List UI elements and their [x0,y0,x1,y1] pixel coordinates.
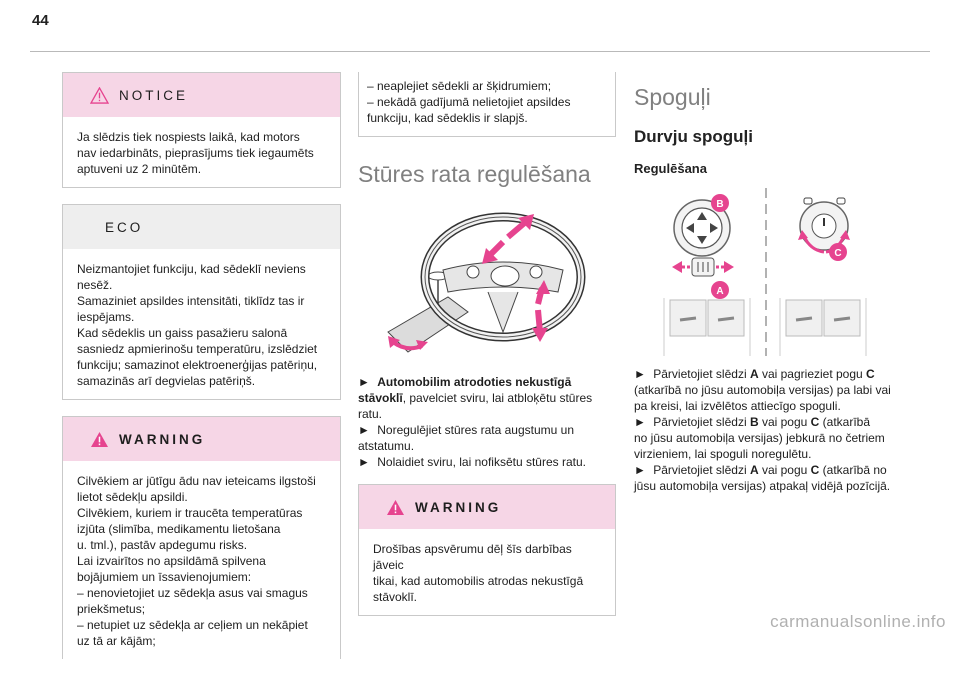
label-c: C [834,248,842,259]
warning-header-1 [63,417,340,461]
notice-body [63,117,340,187]
warning-body-2 [359,529,615,615]
notice-box [62,72,341,188]
mirror-steps [634,366,900,494]
warning-line: – nenovietojiet uz sēdekļa asus vai smagus [77,586,308,600]
eco-box [62,204,341,400]
steering-step-1-bold: Automobilim atrodoties nekustīgā [377,375,572,389]
mirror-step-line: jūsu automobiļa versijas) atpakaļ vidējā pozīcijā. [634,479,891,493]
bullet-icon: ► [358,375,370,389]
warning-title-1: WARNING [119,431,206,447]
bullet-icon: ► [634,415,646,429]
steering-wheel-illustration [358,202,608,358]
mirror-step-text: vai pagrieziet pogu [758,367,867,381]
notice-line: aptuveni uz 2 minūtēm. [77,162,202,176]
continued-line: – neaplejiet sēdekli ar šķidrumiem; [367,79,552,93]
notice-title: NOTICE [119,87,189,103]
steering-step-2-line2: atstatumu. [358,439,415,453]
bullet-icon: ► [634,367,646,381]
warning-triangle-icon [386,499,405,516]
footer [0,612,960,632]
mirror-step-2 [634,414,900,430]
steering-steps [358,374,616,470]
mirror-step-1 [634,366,900,382]
continued-box [358,72,616,137]
mirror-step-key: B [749,415,759,429]
warning-line: bojājumiem un īssavienojumiem: [77,570,252,584]
continued-line: – nekādā gadījumā nelietojiet apsildes [367,95,571,109]
warning-line: uz tā ar kājām; [77,634,156,648]
eco-header [63,205,340,249]
steering-step-1-cont [358,390,616,406]
eco-title: ECO [105,219,144,235]
header-rule [30,51,930,52]
label-a: A [716,286,724,297]
steering-step-3 [358,454,616,470]
column-right [634,84,900,494]
continued-body [359,72,615,136]
mirror-step-text: Pārvietojiet slēdzi [653,367,750,381]
warning-line: tikai, kad automobilis atrodas nekustīgā [373,574,584,588]
mirror-step-3 [634,462,900,478]
mirror-step-text: (atkarībā [819,415,871,429]
mirror-step-text: Pārvietojiet slēdzi [653,463,750,477]
warning-line: u. tml.), pastāv apdegumu risks. [77,538,248,552]
mirror-step-key: C [810,463,820,477]
mirror-step-text: (atkarībā no [819,463,887,477]
label-b: B [716,199,724,210]
notice-line: nav iedarbināts, pieprasījums tiek iegaumēts [77,146,314,160]
steering-step-2 [358,422,616,438]
steering-step-1-line2: ratu. [358,407,383,421]
eco-line: Neizmantojiet funkciju, kad sēdeklī neviens [77,262,306,276]
steering-step-1-text: , pavelciet sviru, lai atbloķētu stūres [402,391,593,405]
mirrors-subheading: Durvju spoguļi [634,127,753,146]
warning-line: – netupiet uz sēdekļa ar ceļiem un nekāpiet [77,618,308,632]
warning-box-2 [358,484,616,616]
mirror-step-key: C [810,415,820,429]
mirror-step-text: vai pogu [758,415,811,429]
mirror-step-line: no jūsu automobiļa versijas) jebkurā no četriem [634,431,885,445]
eco-line: Samaziniet apsildes intensitāti, tiklīdz tas ir [77,294,305,308]
mirror-step-key: C [866,367,875,381]
eco-line: Kad sēdeklis un gaiss pasažieru salonā [77,326,288,340]
warning-line: priekšmetus; [77,602,146,616]
steering-heading: Stūres rata regulēšana [358,161,591,187]
warning-line: Drošības apsvērumu dēļ šīs darbības jāveic [373,542,572,572]
eco-body [63,249,340,399]
steering-step-2-text: Noregulējiet stūres rata augstumu un [377,423,575,437]
bullet-icon: ► [358,455,370,469]
mirror-step-line: pa kreisi, lai izvēlētos attiecīgo spoguli. [634,399,841,413]
mirrors-heading: Spoguļi [634,84,711,110]
column-middle [358,72,616,632]
mirror-step-text: vai pogu [758,463,811,477]
eco-line: iespējams. [77,310,135,324]
steering-step-1-bold-b: stāvoklī [358,391,403,405]
notice-line: Ja slēdzis tiek nospiests laikā, kad motors [77,130,300,144]
warning-line: lietot sēdekļu apsildi. [77,490,188,504]
eco-line: funkciju; samazinot elektroenerģijas patēriņu, [77,358,318,372]
warning-triangle-icon [90,431,109,448]
warning-triangle-icon [90,87,109,104]
mirror-step-line: virzieniem, lai spoguli noregulētu. [634,447,812,461]
mirror-controls-illustration [634,188,874,356]
warning-header-2 [359,485,615,529]
warning-line: stāvoklī. [373,590,418,604]
notice-header [63,73,340,117]
continued-line: funkciju, kad sēdeklis ir slapjš. [367,111,528,125]
steering-step-3-text: Nolaidiet sviru, lai nofiksētu stūres ratu. [377,455,586,469]
bullet-icon: ► [634,463,646,477]
mirror-step-key: A [749,463,759,477]
warning-title-2: WARNING [415,499,502,515]
warning-line: Cilvēkiem, kuriem ir traucēta temperatūras [77,506,303,520]
bullet-icon: ► [358,423,370,437]
mirrors-subsubheading: Regulēšana [634,161,707,176]
mirror-step-line: (atkarībā no jūsu automobiļa versijas) pa labi vai [634,383,891,397]
mirror-step-text: Pārvietojiet slēdzi [653,415,750,429]
page-number: 44 [32,12,49,29]
footer-watermark[interactable]: carmanualsonline.info [770,612,946,631]
mirror-step-key: A [749,367,759,381]
steering-step-1 [358,374,616,390]
warning-line: Lai izvairītos no apsildāmā spilvena [77,554,266,568]
eco-line: nesēž. [77,278,113,292]
eco-line: sasniedz apmierinošu temperatūru, izslēdziet [77,342,318,356]
eco-line: samazinās arī degvielas patēriņš. [77,374,256,388]
warning-line: Cilvēkiem ar jūtīgu ādu nav ieteicams ilgstoši [77,474,316,488]
warning-line: izjūta (slimība, medikamentu lietošana [77,522,281,536]
column-left [62,72,341,675]
